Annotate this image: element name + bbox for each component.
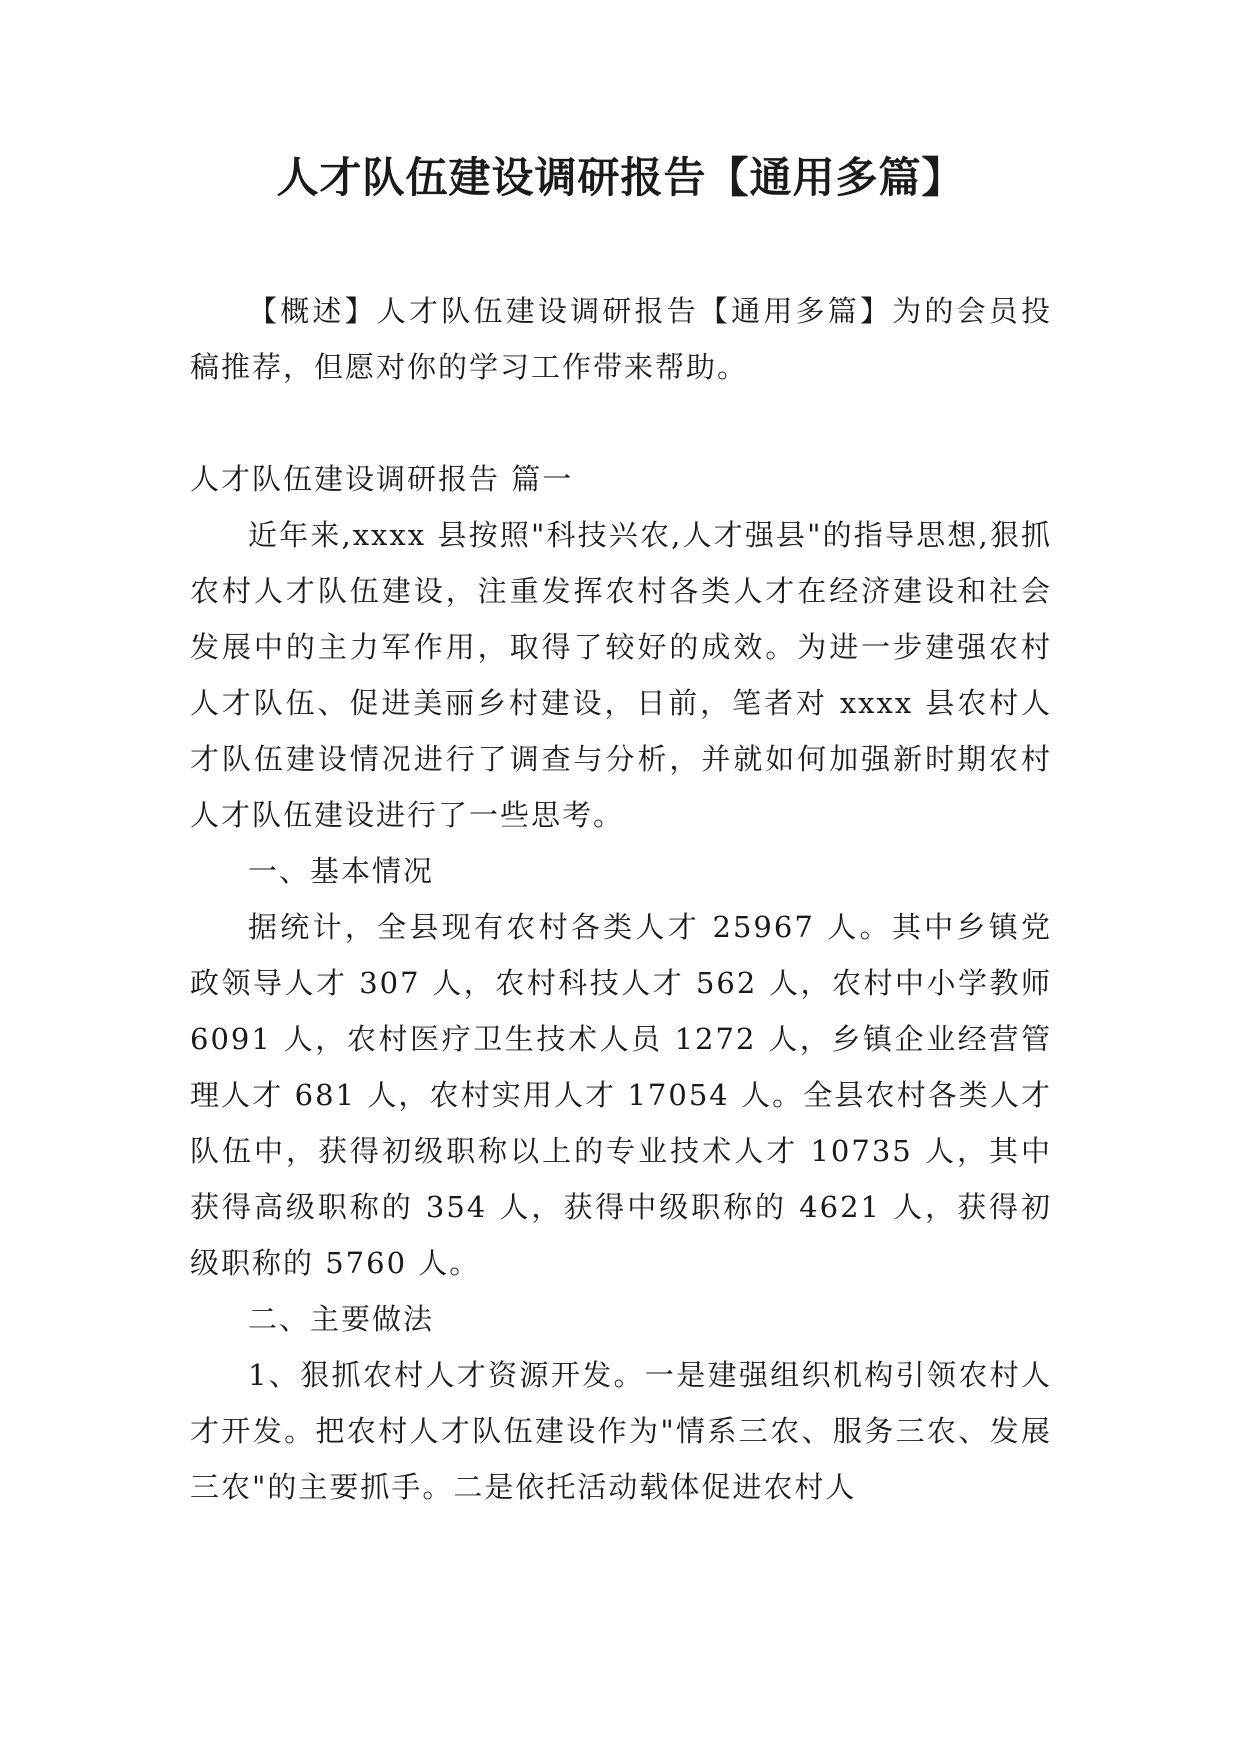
subheading-basic-situation: 一、基本情况: [248, 854, 435, 888]
paragraph-practice-1: 1、狠抓农村人才资源开发。一是建强组织机构引领农村人才开发。把农村人才队伍建设作为"情系三农、服务三农、发展三农"的主要抓手。二是依托活动载体促进农村人: [190, 1358, 1052, 1504]
paragraph-intro: 近年来,xxxx 县按照"科技兴农,人才强县"的指导思想,狠抓农村人才队伍建设，注重发挥农村各类人才在经济建设和社会发展中的主力军作用，取得了较好的成效。为进一步建强农村人才队伍、促进美丽乡村建设，日前，笔者对 xxxx 县农村人才队伍建设情况进行了调查与分析，并就如何加强新时期农村人才队伍建设进行了一些思考。: [190, 518, 1052, 832]
document-body: [190, 283, 1052, 1515]
paragraph-statistics: 据统计，全县现有农村各类人才 25967 人。其中乡镇党政领导人才 307 人，农村科技人才 562 人，农村中小学教师 6091 人，农村医疗卫生技术人员 1272 人，乡镇企业经营管理人才 681 人，农村实用人才 17054 人。全县农村各类人才队伍中，获得初级职称以上的专业技术人才 10735 人，其中获得高级职称的 354 人，获得中级职称的 4621 人，获得初级职称的 5760 人。: [190, 910, 1052, 1280]
subheading-main-practices: 二、主要做法: [248, 1302, 435, 1336]
document-title: 人才队伍建设调研报告【通用多篇】: [276, 153, 965, 202]
section-heading: 人才队伍建设调研报告 篇一: [190, 462, 574, 496]
summary-paragraph: 【概述】人才队伍建设调研报告【通用多篇】为的会员投稿推荐，但愿对你的学习工作带来帮助。: [190, 294, 1052, 384]
